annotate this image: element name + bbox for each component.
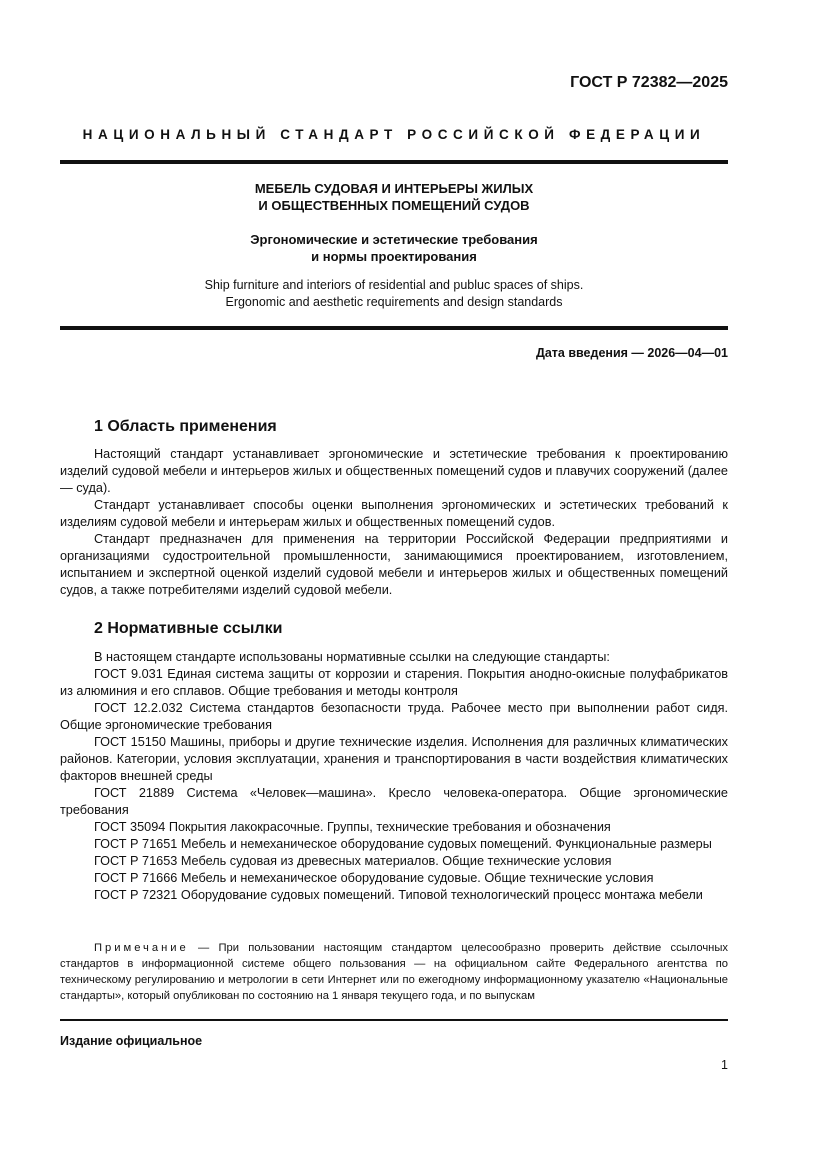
section-1-paragraph-3: Стандарт предназначен для применения на территории Российской Федерации предприятиями и организациями судостроительной промышленности, занимающимися проектированием, изготовлением, испытанием и экспертной оценкой изделий судовой мебели и интерьеров жилых и общественных помещений судов, а также потребителями изделий судовой мебели. <box>60 532 728 597</box>
note-text: — При пользовании настоящим стандартом целесообразно проверить действие ссылочных стандартов в информационной системе общего пользования — на официальном сайте Федерального агентства по техническому регулированию и метрологии в сети Интернет или по ежегодному информационному указателю «Национальные стандарты», который опубликован по состоянию на 1 января текущего года, и по выпускам <box>60 942 728 1002</box>
title-line-1: МЕБЕЛЬ СУДОВАЯ И ИНТЕРЬЕРЫ ЖИЛЫХ <box>254 181 534 196</box>
reference-item: ГОСТ Р 71651 Мебель и немеханическое оборудование судовых помещений. Функциональные размеры <box>94 837 712 851</box>
section-1-paragraph-2: Стандарт устанавливает способы оценки выполнения эргономических и эстетических требований к изделиям судовой мебели и интерьерам жилых и общественных помещений судов. <box>60 498 728 529</box>
note-label: Примечание <box>94 942 189 954</box>
reference-item: ГОСТ 21889 Система «Человек—машина». Кресло человека-оператора. Общие эргономические требования <box>60 786 728 817</box>
national-standard-banner: НАЦИОНАЛЬНЫЙ СТАНДАРТ РОССИЙСКОЙ ФЕДЕРАЦИИ <box>82 127 706 142</box>
section-1-body <box>60 446 728 599</box>
title-divider <box>60 326 728 330</box>
reference-item: ГОСТ Р 72321 Оборудование судовых помещений. Типовой технологический процесс монтажа мебели <box>94 888 703 902</box>
document-subtitle <box>60 231 728 265</box>
subtitle-line-2: и нормы проектирования <box>311 249 477 264</box>
section-2-intro: В настоящем стандарте использованы нормативные ссылки на следующие стандарты: <box>94 650 610 664</box>
section-2-heading: 2 Нормативные ссылки <box>94 620 283 637</box>
footer-divider <box>60 1019 728 1021</box>
english-title-line-2: Ergonomic and aesthetic requirements and design standards <box>225 295 563 309</box>
reference-item: ГОСТ 15150 Машины, приборы и другие технические изделия. Исполнения для различных климатических районов. Категории, условия эксплуатации, хранения и транспортирования в части воздействия климатических факторов внешней среды <box>60 735 728 783</box>
subtitle-line-1: Эргономические и эстетические требования <box>250 232 538 247</box>
top-divider <box>60 160 728 164</box>
document-title <box>60 180 728 214</box>
reference-item: ГОСТ 35094 Покрытия лакокрасочные. Группы, технические требования и обозначения <box>94 820 611 834</box>
reference-item: ГОСТ 12.2.032 Система стандартов безопасности труда. Рабочее место при выполнении работ сидя. Общие эргономические требования <box>60 701 728 732</box>
section-1-paragraph-1: Настоящий стандарт устанавливает эргономические и эстетические требования к проектированию изделий судовой мебели и интерьеров жилых и общественных помещений судов и плавучих сооружений (далее — суда). <box>60 447 728 495</box>
english-title <box>60 277 728 311</box>
page-number: 1 <box>721 1058 728 1072</box>
section-2-body <box>60 649 728 904</box>
introduction-date: Дата введения — 2026—04—01 <box>535 346 728 360</box>
reference-item: ГОСТ 9.031 Единая система защиты от коррозии и старения. Покрытия анодно-окисные полуфабрикатов из алюминия и его сплавов. Общие требования и методы контроля <box>60 667 728 698</box>
reference-item: ГОСТ Р 71666 Мебель и немеханическое оборудование судовые. Общие технические условия <box>94 871 654 885</box>
reference-note <box>60 940 728 1004</box>
english-title-line-1: Ship furniture and interiors of residential and publuc spaces of ships. <box>204 278 584 292</box>
official-edition-label: Издание официальное <box>60 1034 203 1048</box>
section-1-heading: 1 Область применения <box>94 418 277 435</box>
standard-designation: ГОСТ Р 72382—2025 <box>570 74 728 91</box>
title-line-2: И ОБЩЕСТВЕННЫХ ПОМЕЩЕНИЙ СУДОВ <box>258 198 530 213</box>
reference-item: ГОСТ Р 71653 Мебель судовая из древесных материалов. Общие технические условия <box>94 854 612 868</box>
